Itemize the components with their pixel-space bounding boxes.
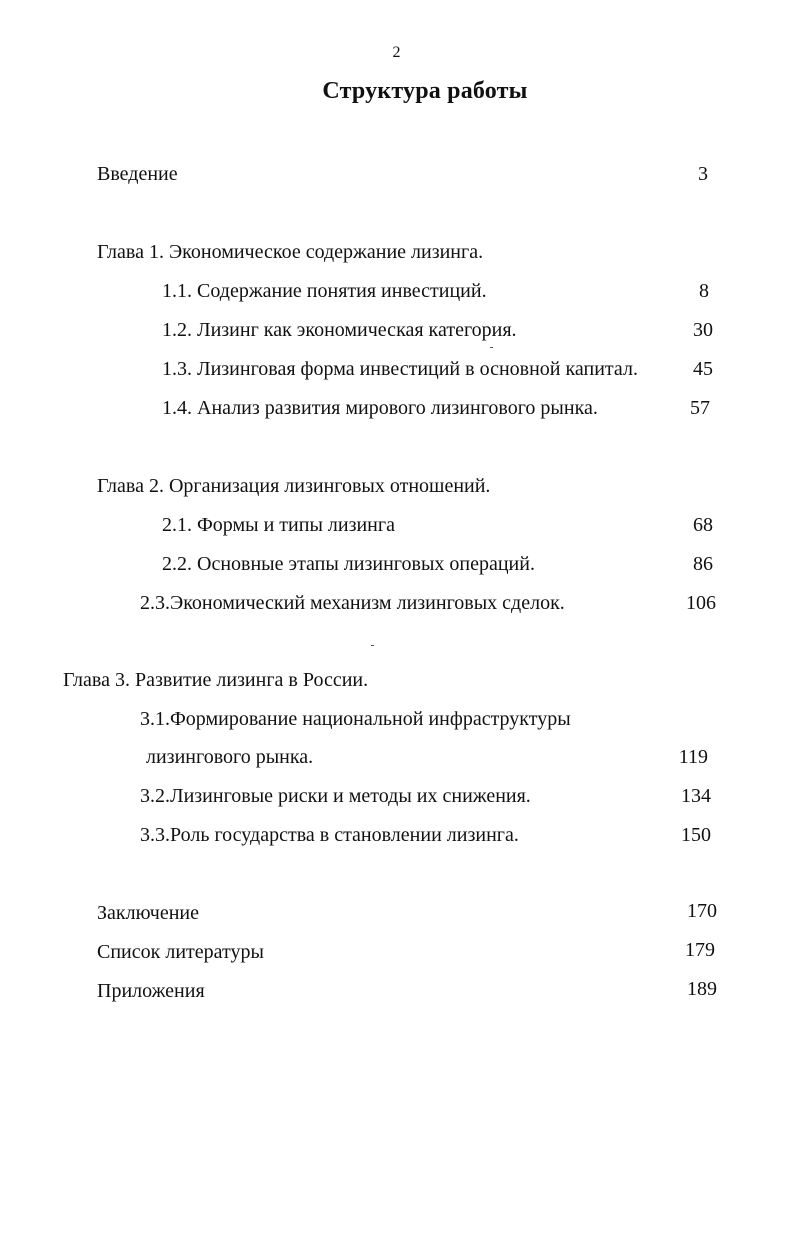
- toc-item-1-3-label: 1.3. Лизинговая форма инвестиций в основной капитал.: [162, 358, 638, 380]
- toc-item-1-1-label: 1.1. Содержание понятия инвестиций.: [162, 280, 487, 302]
- toc-item-1-2-page: 30: [693, 319, 713, 341]
- toc-item-2-2-page: 86: [693, 553, 713, 575]
- toc-item-1-4-page: 57: [690, 397, 710, 419]
- toc-item-3-3-page: 150: [681, 824, 711, 846]
- toc-item-3-1-page: 119: [678, 746, 708, 768]
- toc-bibliography-page: 179: [685, 939, 715, 961]
- toc-appendices-label: Приложения: [97, 980, 205, 1002]
- toc-intro-page: 3: [698, 163, 708, 185]
- toc-item-1-3-page: 45: [693, 358, 713, 380]
- toc-item-2-2-label: 2.2. Основные этапы лизинговых операций.: [162, 553, 535, 575]
- toc-item-1-1-page: 8: [699, 280, 709, 302]
- toc-item-3-2-label: 3.2.Лизинговые риски и методы их снижения.: [140, 785, 531, 807]
- toc-item-2-1-page: 68: [693, 514, 713, 536]
- toc-item-3-1-label-line1: 3.1.Формирование национальной инфраструктуры: [140, 708, 571, 730]
- toc-item-2-1-label: 2.1. Формы и типы лизинга: [162, 514, 395, 536]
- toc-conclusion-label: Заключение: [97, 902, 199, 924]
- toc-item-1-2-label: 1.2. Лизинг как экономическая категория.: [162, 319, 517, 341]
- toc-conclusion-page: 170: [687, 900, 717, 922]
- toc-intro-label: Введение: [97, 163, 178, 185]
- toc-item-3-1-label-line2: лизингового рынка.: [146, 746, 314, 768]
- toc-item-2-3-page: 106: [686, 592, 716, 614]
- toc-bibliography-label: Список литературы: [97, 941, 264, 963]
- toc-appendices-page: 189: [687, 978, 717, 1000]
- toc-item-3-2-page: 134: [681, 785, 711, 807]
- page-title: Структура работы: [322, 78, 528, 104]
- chapter1-title: Глава 1. Экономическое содержание лизинга.: [97, 241, 484, 263]
- page-number: 2: [392, 44, 401, 61]
- toc-item-2-3-label: 2.3.Экономический механизм лизинговых сделок.: [140, 592, 565, 614]
- toc-item-1-4-label: 1.4. Анализ развития мирового лизингового рынка.: [162, 397, 598, 419]
- chapter2-title: Глава 2. Организация лизинговых отношений.: [97, 475, 491, 497]
- scan-speck: [490, 347, 493, 348]
- chapter3-title: Глава 3. Развитие лизинга в России.: [63, 669, 369, 691]
- toc-item-3-3-label: 3.3.Роль государства в становлении лизинга.: [140, 824, 519, 846]
- scan-speck: [371, 645, 374, 646]
